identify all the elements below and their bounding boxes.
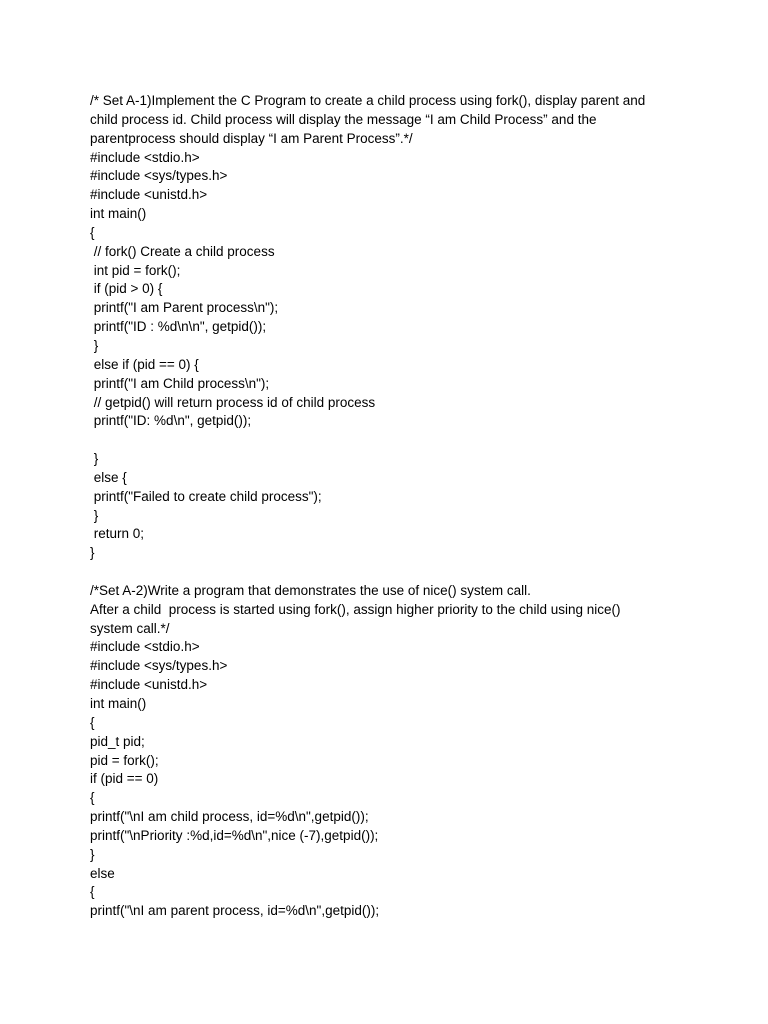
document-line: #include <sys/types.h>	[90, 168, 228, 184]
document-line: return 0;	[90, 526, 145, 542]
document-line: {	[90, 224, 95, 240]
document-line: // fork() Create a child process	[90, 243, 275, 259]
document-line: #include <unistd.h>	[90, 677, 208, 693]
document-line: }	[90, 337, 99, 353]
document-line: printf("Failed to create child process");	[90, 488, 322, 504]
document-line: {	[90, 884, 95, 900]
document-line: printf("ID: %d\n", getpid());	[90, 413, 252, 429]
document-line: else	[90, 865, 115, 881]
document-line: int main()	[90, 206, 147, 222]
document-line: #include <unistd.h>	[90, 187, 208, 203]
document-line: printf("\nI am child process, id=%d\n",getpid());	[90, 809, 369, 825]
document-line: After a child process is started using fork(), assign higher priority to the child using nice()	[90, 601, 621, 617]
document-line: printf("ID : %d\n\n", getpid());	[90, 319, 267, 335]
document-line: }	[90, 451, 99, 467]
document-line: }	[90, 545, 95, 561]
document-line: #include <stdio.h>	[90, 639, 200, 655]
document-line: }	[90, 507, 99, 523]
document-line: int pid = fork();	[90, 262, 181, 278]
document-line: #include <sys/types.h>	[90, 658, 228, 674]
document-line: child process id. Child process will display the message “I am Child Process” and the	[90, 111, 597, 127]
document-line: #include <stdio.h>	[90, 149, 200, 165]
document-line: // getpid() will return process id of child process	[90, 394, 376, 410]
document-body	[90, 92, 690, 921]
document-line: int main()	[90, 696, 147, 711]
document-line: }	[90, 846, 95, 862]
document-line: if (pid > 0) {	[90, 281, 163, 297]
document-line: /* Set A-1)Implement the C Program to create a child process using fork(), display parent and	[90, 93, 646, 108]
document-line: parentprocess should display “I am Parent Process”.*/	[90, 130, 413, 146]
document-line: system call.*/	[90, 620, 170, 636]
document-line	[90, 431, 690, 450]
document-line: printf("\nPriority :%d,id=%d\n",nice (-7),getpid());	[90, 827, 379, 843]
document-line: printf("I am Child process\n");	[90, 375, 270, 391]
document-line: pid_t pid;	[90, 733, 145, 749]
document-line: if (pid == 0)	[90, 771, 159, 787]
document-line: printf("\nI am parent process, id=%d\n",getpid());	[90, 903, 380, 919]
document-line: pid = fork();	[90, 752, 159, 768]
document-line: printf("I am Parent process\n");	[90, 300, 279, 316]
document-line	[90, 563, 690, 582]
document-line: {	[90, 790, 95, 806]
document-line: else {	[90, 469, 127, 485]
document-line: {	[90, 714, 95, 730]
document-line: /*Set A-2)Write a program that demonstrates the use of nice() system call.	[90, 582, 531, 598]
document-line: else if (pid == 0) {	[90, 356, 199, 372]
